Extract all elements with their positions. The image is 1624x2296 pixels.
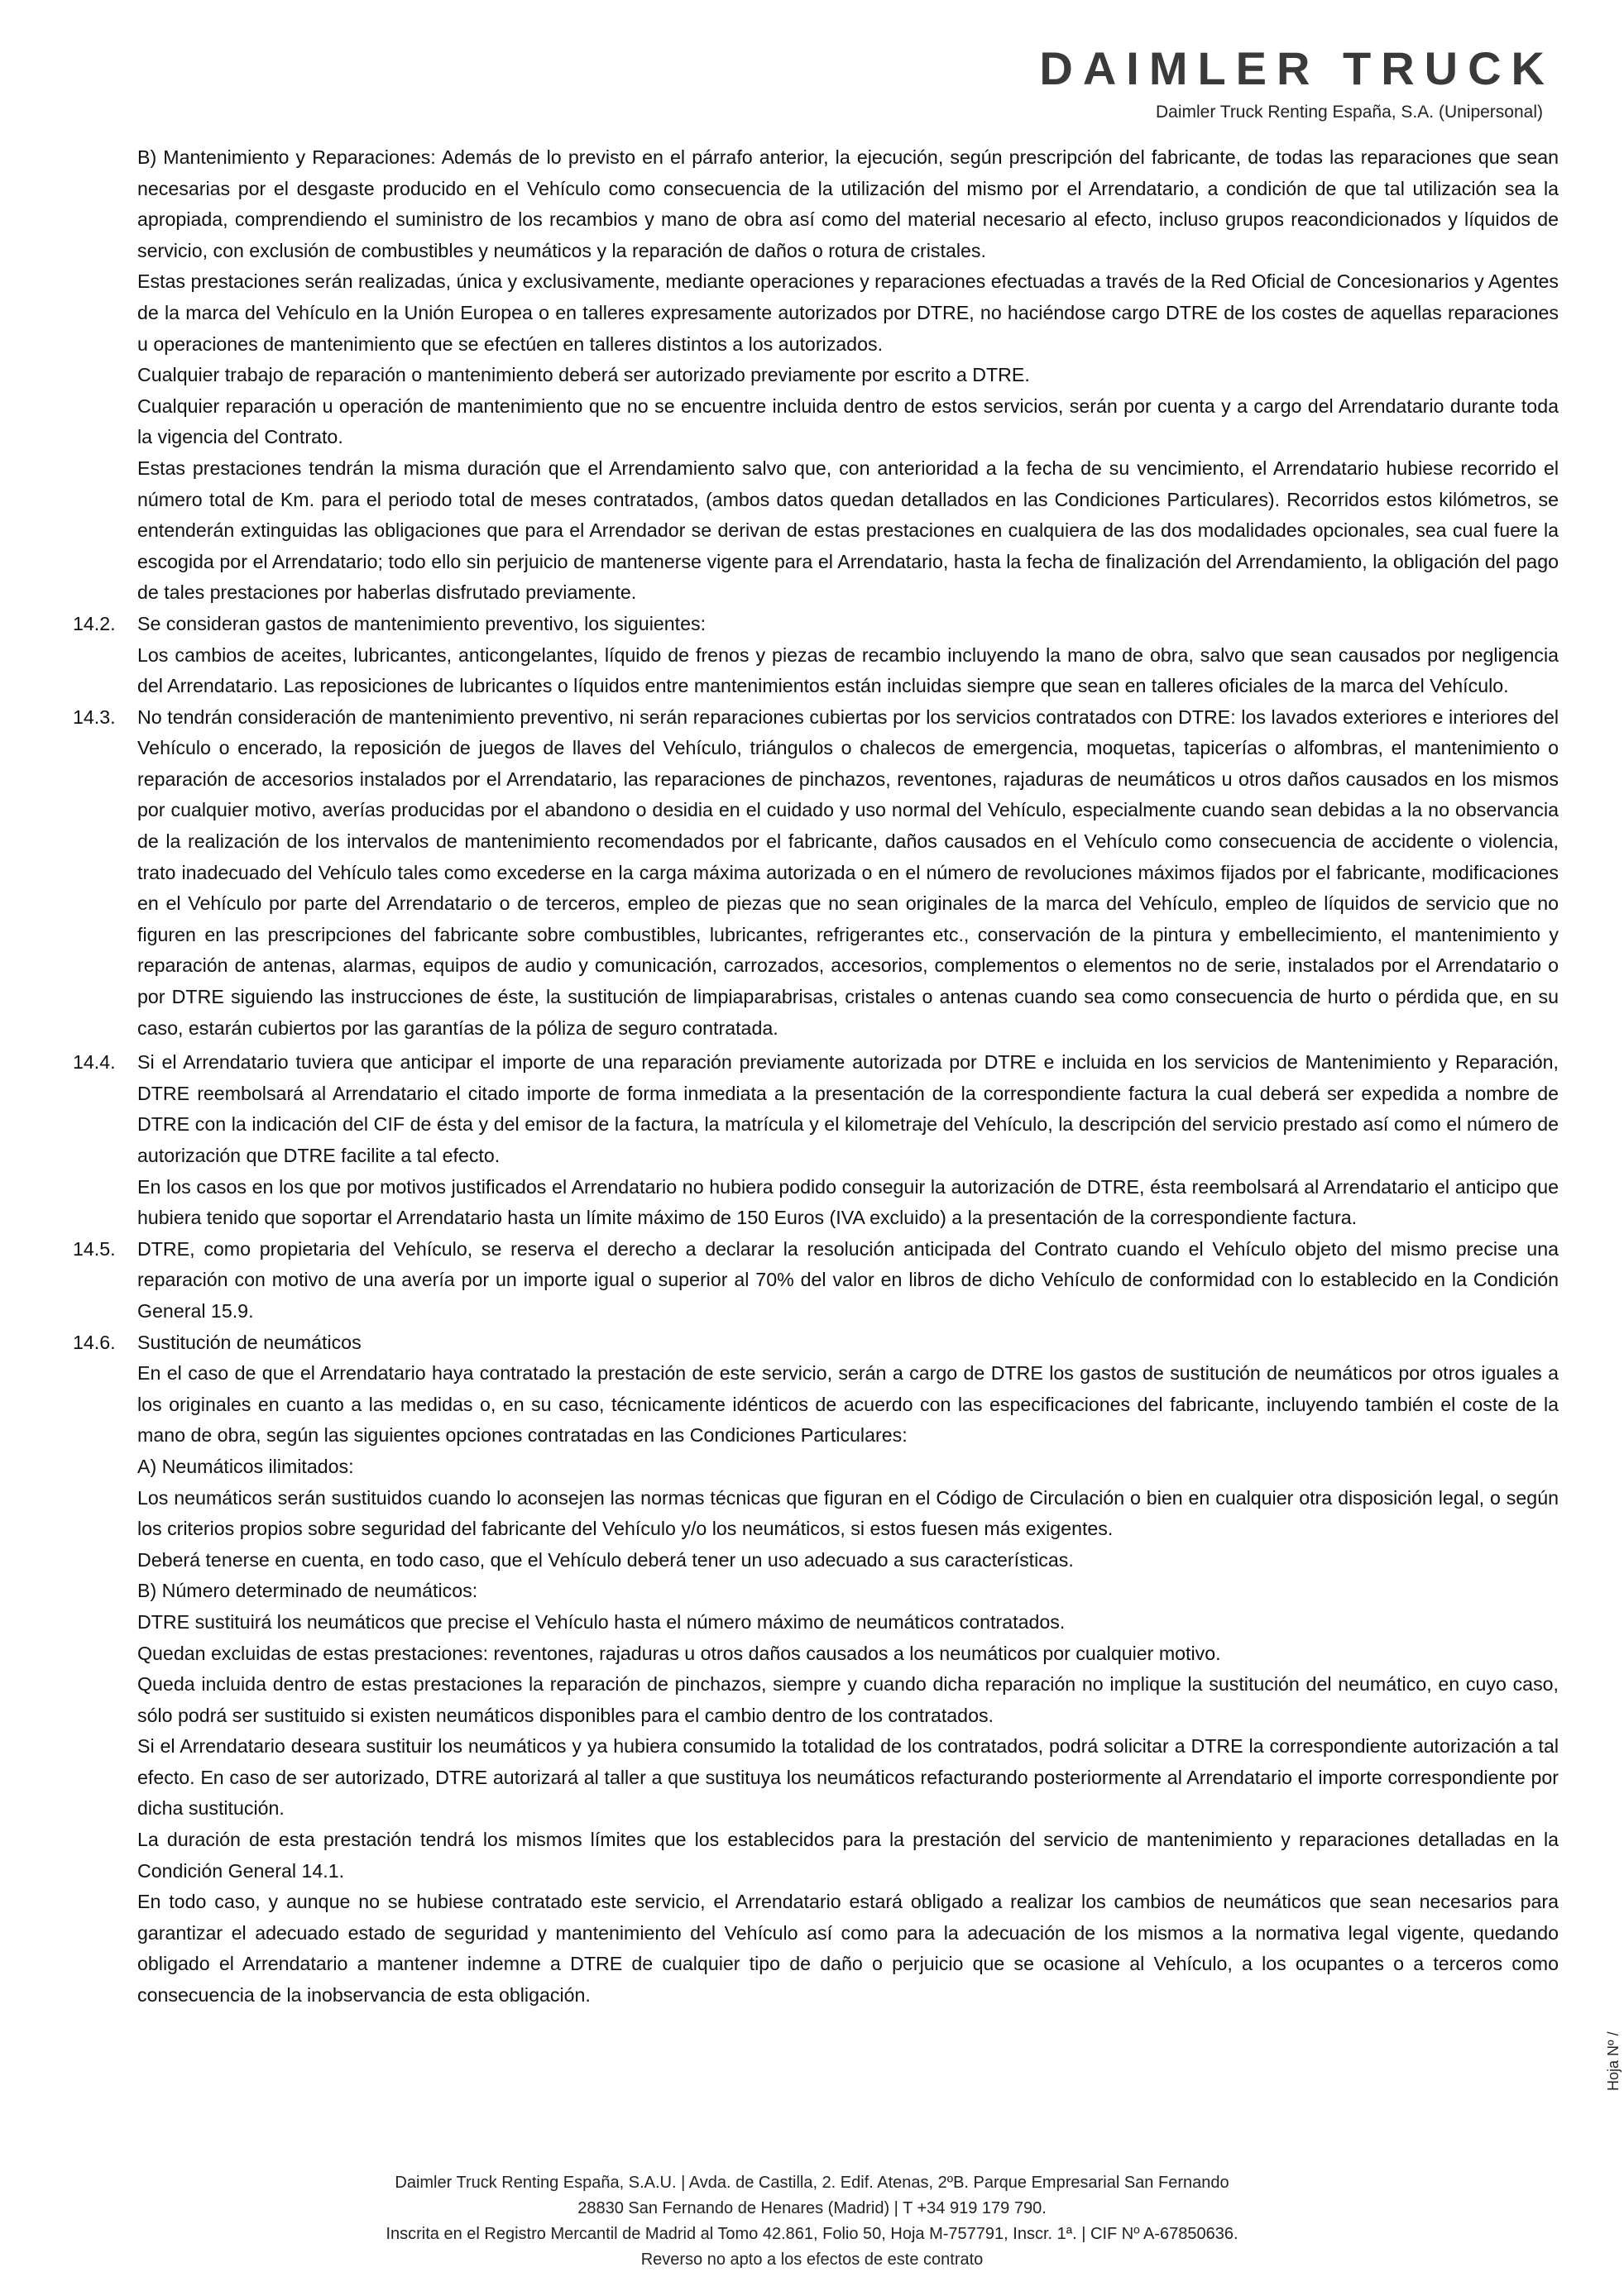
paragraph: No tendrán consideración de mantenimiento preventivo, ni serán reparaciones cubiertas por los servicios contratados con DTRE: los lavados exteriores e interiores del Vehículo o encerado, la reposición de juegos de llaves del Vehículo, triángulos o chalecos de emergencia, moquetas, tapicerías o alfombras, el mantenimiento o reparación de accesorios instalados por el Arrendatario, las reparaciones de pinchazos, reventones, rajaduras de neumáticos u otros daños causados en los mismos por cualquier motivo, averías producidas por el abandono o desidia en el cuidado y uso normal del Vehículo, especialmente cuando sean debidas a la no observancia de la realización de los intervalos de mantenimiento recomendados por el fabricante, daños causados en el Vehículo como consecuencia de accidente o violencia, trato inadecuado del Vehículo tales como excederse en la carga máxima autorizada o en el número de revoluciones máximos fijados por el fabricante, modificaciones en el Vehículo por parte del Arrendatario o de terceros, empleo de piezas que no sean originales de la marca del Vehículo, empleo de líquidos de servicio que no figuren en las prescripciones del fabricante sobre combustibles, lubricantes, refrigerantes etc., conservación de la pintura y embellecimiento, el mantenimiento y reparación de antenas, alarmas, equipos de audio y comunicación, carrozados, accesorios, complementos o elementos no de serie, instalados por el Arrendatario o por DTRE siguiendo las instrucciones de éste, la sustitución de limpiaparabrisas, cristales o antenas cuando sea como consecuencia de hurto o pérdida que, en su caso, estarán cubiertos por las garantías de la póliza de seguro contratada.	[137, 706, 1559, 1039]
section-14-4	[73, 1047, 1559, 1234]
page-number-label: Hoja Nº /	[1605, 2031, 1622, 2091]
paragraph: Queda incluida dentro de estas prestaciones la reparación de pinchazos, siempre y cuando dicha reparación no implique la sustitución del neumático, en cuyo caso, sólo podrá ser sustituido si existen neumáticos disponibles para el cambio dentro de los contratados.	[137, 1673, 1559, 1726]
paragraph: Deberá tenerse en cuenta, en todo caso, que el Vehículo deberá tener un uso adecuado a sus características.	[137, 1548, 1074, 1571]
section-title: Sustitución de neumáticos	[137, 1331, 362, 1353]
paragraph: Los neumáticos serán sustituidos cuando lo aconsejen las normas técnicas que figuran en el Código de Circulación o bien en cualquier otra disposición legal, o según los criterios propios sobre seguridad del fabricante del Vehículo y/o los neumáticos, si estos fuesen más exigentes.	[137, 1486, 1559, 1540]
paragraph: En todo caso, y aunque no se hubiese contratado este servicio, el Arrendatario estará obligado a realizar los cambios de neumáticos que sean necesarios para garantizar el adecuado estado de seguridad y mantenimiento del Vehículo así como para la adecuación de los mismos a la normativa legal vigente, quedando obligado el Arrendatario a mantener indemne a DTRE de cualquier tipo de daño o perjuicio que se ocasione al Vehículo, a los ocupantes o a terceros como consecuencia de la inobservancia de esta obligación.	[137, 1891, 1559, 2007]
page-footer	[0, 2170, 1624, 2273]
paragraph: Los cambios de aceites, lubricantes, anticongelantes, líquido de frenos y piezas de recambio incluyendo la mano de obra, salvo que sean causados por negligencia del Arrendatario. Las reposiciones de lubricantes o líquidos entre mantenimientos están incluidas siempre que sean en talleres oficiales de la marca del Vehículo.	[137, 643, 1559, 697]
section-number: 14.6.	[73, 1331, 116, 1353]
paragraph: Quedan excluidas de estas prestaciones: reventones, rajaduras u otros daños causados a los neumáticos por cualquier motivo.	[137, 1642, 1221, 1664]
paragraph: Estas prestaciones serán realizadas, única y exclusivamente, mediante operaciones y reparaciones efectuadas a través de la Red Oficial de Concesionarios y Agentes de la marca del Vehículo en la Unión Europea o en talleres expresamente autorizados por DTRE, no haciéndose cargo DTRE de los costes de aquellas reparaciones u operaciones de mantenimiento que se efectúen en talleres distintos a los autorizados.	[137, 270, 1559, 355]
section-14-6	[73, 1327, 1559, 2011]
paragraph: Cualquier trabajo de reparación o mantenimiento deberá ser autorizado previamente por escrito a DTRE.	[137, 364, 1030, 386]
paragraph: DTRE, como propietaria del Vehículo, se reserva el derecho a declarar la resolución anticipada del Contrato cuando el Vehículo objeto del mismo precise una reparación con motivo de una avería por un importe igual o superior al 70% del valor en libros de dicho Vehículo de conformidad con lo establecido en la Condición General 15.9.	[137, 1237, 1559, 1322]
section-number: 14.2.	[73, 612, 116, 634]
paragraph: Cualquier reparación u operación de mantenimiento que no se encuentre incluida dentro de estos servicios, serán por cuenta y a cargo del Arrendatario durante toda la vigencia del Contrato.	[137, 395, 1559, 448]
section-number: 14.4.	[73, 1051, 116, 1074]
subheading: B) Número determinado de neumáticos:	[137, 1580, 478, 1602]
paragraph: En los casos en los que por motivos justificados el Arrendatario no hubiera podido conseguir la autorización de DTRE, ésta reembolsará al Arrendatario el anticipo que hubiera tenido que soportar el Arrendatario hasta un límite máximo de 150 Euros (IVA excluido) a la presentación de la correspondiente factura.	[137, 1175, 1559, 1229]
section-14-5	[73, 1234, 1559, 1327]
footer-contact: 28830 San Fernando de Henares (Madrid) | T +34 919 179 790.	[577, 2199, 1047, 2217]
footer-registry: Inscrita en el Registro Mercantil de Madrid al Tomo 42.861, Folio 50, Hoja M-757791, Inscr. 1ª. | CIF Nº A-67850636.	[386, 2225, 1238, 2243]
paragraph: Si el Arrendatario tuviera que anticipar el importe de una reparación previamente autorizada por DTRE e incluida en los servicios de Mantenimiento y Reparación, DTRE reembolsará al Arrendatario el citado importe de forma inmediata a la presentación de la correspondiente factura la cual deberá ser expedida a nombre de DTRE con la indicación del CIF de ésta y del emisor de la factura, la matrícula y el kilometraje del Vehículo, la descripción del servicio prestado así como el número de autorización que DTRE facilite a tal efecto.	[137, 1051, 1559, 1166]
subheading: A) Neumáticos ilimitados:	[137, 1455, 354, 1477]
paragraph: B) Mantenimiento y Reparaciones: Además de lo previsto en el párrafo anterior, la ejecución, según prescripción del fabricante, de todas las reparaciones que sean necesarias por el desgaste producido en el Vehículo como consecuencia de la utilización del mismo por el Arrendatario, a condición de que tal utilización sea la apropiada, comprendiendo el suministro de los recambios y mano de obra así como del material necesario al efecto, incluso grupos reacondicionados y líquidos de servicio, con exclusión de combustibles y neumáticos y la reparación de daños o rotura de cristales.	[137, 146, 1559, 261]
section-14-3	[73, 702, 1559, 1045]
section-number: 14.5.	[73, 1237, 116, 1260]
daimler-truck-logo: DAIMLER TRUCK	[1039, 42, 1555, 94]
paragraph: La duración de esta prestación tendrá los mismos límites que los establecidos para la prestación del servicio de mantenimiento y reparaciones detalladas en la Condición General 14.1.	[137, 1829, 1559, 1882]
footer-address: Daimler Truck Renting España, S.A.U. | Avda. de Castilla, 2. Edif. Atenas, 2ºB. Parque Empresarial San Fernando	[395, 2174, 1229, 2192]
footer-note: Reverso no apto a los efectos de este contrato	[640, 2251, 984, 2269]
paragraph: En el caso de que el Arrendatario haya contratado la prestación de este servicio, serán a cargo de DTRE los gastos de sustitución de neumáticos por otros iguales a los originales en cuanto a las medidas o, en su caso, técnicamente idénticos de acuerdo con las especificaciones del fabricante, incluyendo también el coste de la mano de obra, según las siguientes opciones contratadas en las Condiciones Particulares:	[137, 1362, 1559, 1447]
document-body	[73, 142, 1559, 2011]
paragraph: DTRE sustituirá los neumáticos que precise el Vehículo hasta el número máximo de neumáticos contratados.	[137, 1610, 1066, 1633]
paragraph: Si el Arrendatario deseara sustituir los neumáticos y ya hubiera consumido la totalidad de los contratados, podrá solicitar a DTRE la correspondiente autorización a tal efecto. En caso de ser autorizado, DTRE autorizará al taller a que sustituya los neumáticos refacturando posteriormente al Arrendatario el importe correspondiente por dicha sustitución.	[137, 1735, 1559, 1820]
section-title: Se consideran gastos de mantenimiento preventivo, los siguientes:	[137, 612, 707, 634]
company-name: Daimler Truck Renting España, S.A. (Unipersonal)	[1155, 103, 1543, 122]
section-14-2	[73, 609, 1559, 702]
section-number: 14.3.	[73, 706, 116, 728]
paragraph: Estas prestaciones tendrán la misma duración que el Arrendamiento salvo que, con anterioridad a la fecha de su vencimiento, el Arrendatario hubiese recorrido el número total de Km. para el periodo total de meses contratados, (ambos datos quedan detallados en las Condiciones Particulares). Recorridos estos kilómetros, se entenderán extinguidas las obligaciones que para el Arrendador se derivan de estas prestaciones en cualquiera de las dos modalidades opcionales, sea cual fuere la escogida por el Arrendatario; todo ello sin perjuicio de mantenerse vigente para el Arrendatario, hasta la fecha de finalización del Arrendamiento, la obligación del pago de tales prestaciones por haberlas disfrutado previamente.	[137, 457, 1559, 604]
